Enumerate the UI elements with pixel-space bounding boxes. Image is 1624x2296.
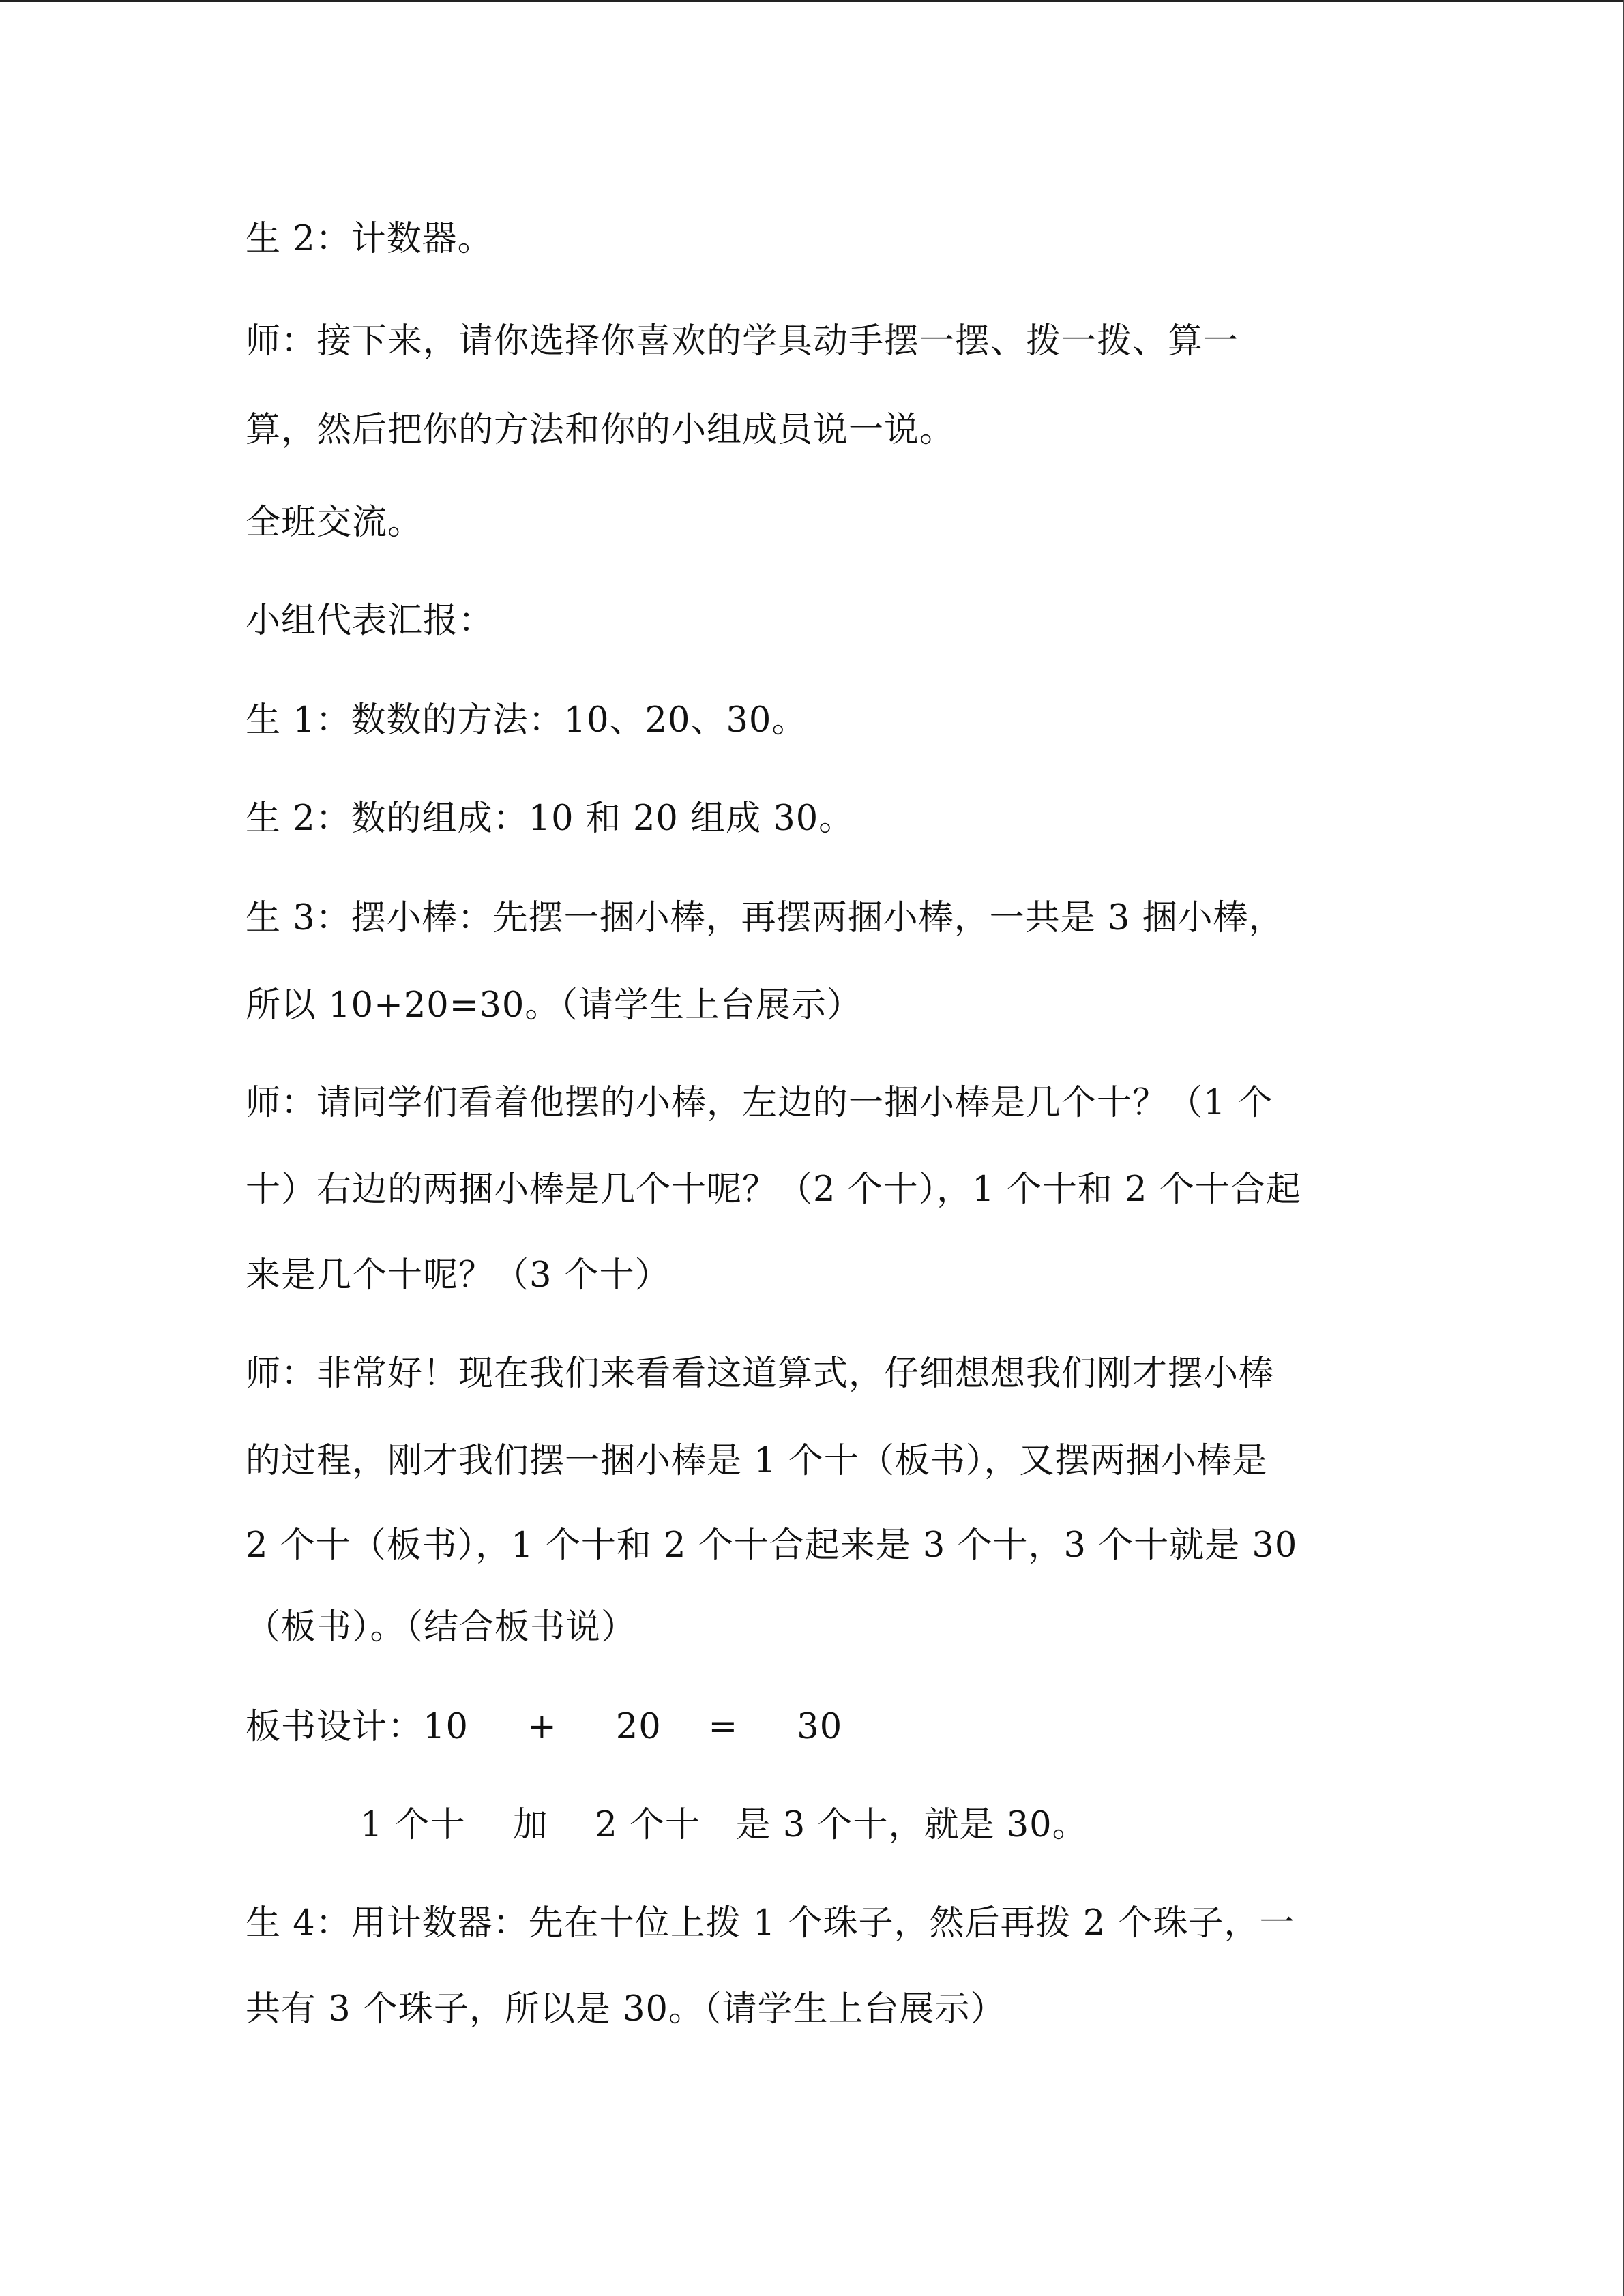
line-student4-counter-1: 生 4：用计数器：先在十位上拨 1 个珠子，然后再拨 2 个珠子，一 [246,1903,1295,1943]
line-group-report: 小组代表汇报： [246,601,494,641]
line-student2-composition: 生 2：数的组成：10 和 20 组成 30。 [246,799,855,839]
line-teacher-question-1: 师：请同学们看着他摆的小棒，左边的一捆小棒是几个十？（1 个 [246,1083,1273,1123]
line-class-discussion: 全班交流。 [246,503,424,543]
line-teacher-question-2: 十）右边的两捆小棒是几个十呢？（2 个十），1 个十和 2 个十合起 [246,1169,1301,1210]
line-board-design: 板书设计：10 + 20 = 30 [246,1707,843,1747]
line-teacher-summary-4: （板书）。（结合板书说） [246,1607,637,1648]
line-student3-sticks-1: 生 3：摆小棒：先摆一捆小棒，再摆两捆小棒，一共是 3 捆小棒， [246,898,1284,938]
line-board-explanation: 1 个十 加 2 个十 是 3 个十，就是 30。 [360,1805,1088,1845]
line-teacher-instruction-1: 师：接下来，请你选择你喜欢的学具动手摆一摆、拨一拨、算一 [246,321,1239,361]
line-teacher-summary-3: 2 个十（板书），1 个十和 2 个十合起来是 3 个十，3 个十就是 30 [246,1525,1298,1566]
line-teacher-instruction-2: 算，然后把你的方法和你的小组成员说一说。 [246,410,956,450]
document-page [246,0,1405,2296]
line-teacher-summary-2: 的过程，刚才我们摆一捆小棒是 1 个十（板书），又摆两捆小棒是 [246,1441,1268,1481]
line-student2-counter: 生 2：计数器。 [246,219,493,259]
line-student4-counter-2: 共有 3 个珠子，所以是 30。（请学生上台展示） [246,1989,1006,2029]
line-student1-counting: 生 1：数数的方法：10、20、30。 [246,700,808,741]
line-teacher-summary-1: 师：非常好！现在我们来看看这道算式，仔细想想我们刚才摆小棒 [246,1354,1275,1394]
line-student3-sticks-2: 所以 10+20=30。（请学生上台展示） [246,985,862,1026]
line-teacher-question-3: 来是几个十呢？（3 个十） [246,1255,670,1296]
